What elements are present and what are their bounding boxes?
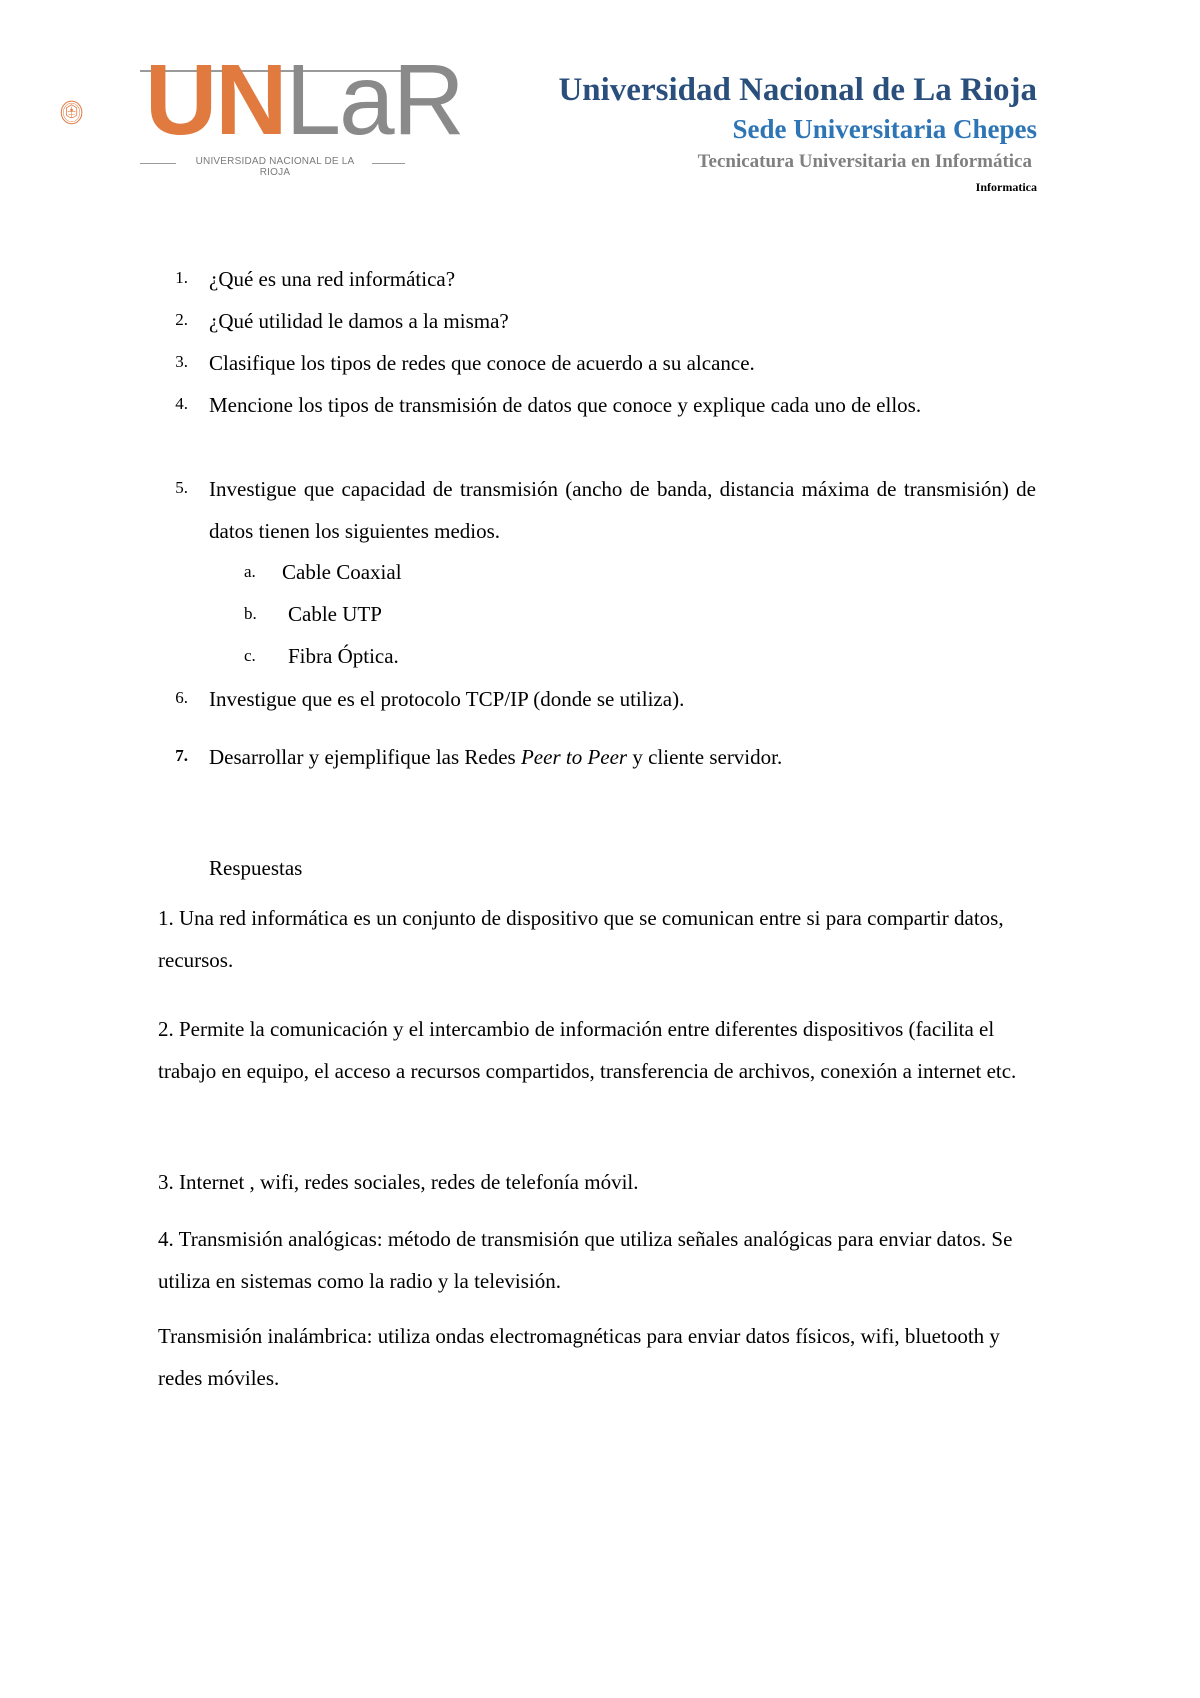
document-header: [0, 0, 1200, 210]
sede-title: Sede Universitaria Chepes: [732, 114, 1037, 144]
answer-paragraph: 1. Una red informática es un conjunto de dispositivo que se comunican entre si para compartir datos, recursos.: [158, 906, 1004, 972]
university-seal-icon: [60, 66, 150, 162]
logo-un: UN: [145, 44, 286, 156]
sub-item-text: Cable UTP: [288, 602, 382, 626]
unlar-logo-wordmark: [145, 44, 463, 156]
answer-paragraph: 4. Transmisión analógicas: método de transmisión que utiliza señales analógicas para enviar datos. Se utiliza en sistemas como la radio y la televisión.: [158, 1227, 1013, 1293]
question-text: Investigue que es el protocolo TCP/IP (donde se utiliza).: [209, 687, 685, 711]
question-text-part: y cliente servidor.: [627, 745, 783, 769]
sub-item-letter: c.: [244, 646, 256, 665]
question-number: 4.: [175, 394, 188, 413]
subject-label: Informatica: [975, 180, 1037, 194]
question-number: 2.: [175, 310, 188, 329]
logo-rule-right: [372, 163, 405, 164]
question-number: 6.: [175, 688, 188, 707]
sub-item-letter: b.: [244, 604, 257, 623]
question-text: ¿Qué es una red informática?: [209, 267, 456, 291]
logo-rule-left: [140, 163, 176, 164]
question-number: 3.: [175, 352, 188, 371]
question-text: Investigue que capacidad de transmisión (ancho de banda, distancia máxima de transmisión) de datos tienen los siguientes medios.: [209, 477, 1036, 543]
sub-item-letter: a.: [244, 562, 256, 581]
question-italic-term: Peer to Peer: [520, 745, 628, 769]
question-text: [209, 736, 1036, 778]
sub-item-text: Fibra Óptica.: [288, 644, 399, 668]
university-title: Universidad Nacional de La Rioja: [558, 72, 1037, 108]
question-text-part: Desarrollar y ejemplifique las Redes: [209, 745, 521, 769]
question-text: Mencione los tipos de transmisión de datos que conoce y explique cada uno de ellos.: [209, 393, 922, 417]
answer-paragraph: Transmisión inalámbrica: utiliza ondas electromagnéticas para enviar datos físicos, wifi, bluetooth y redes móviles.: [158, 1324, 1000, 1390]
answer-paragraph: 2. Permite la comunicación y el intercambio de información entre diferentes dispositivos (facilita el trabajo en equipo, el acceso a recursos compartidos, transferencia de archivos, conexión a internet etc.: [158, 1017, 1017, 1083]
question-text: Clasifique los tipos de redes que conoce de acuerdo a su alcance.: [209, 351, 755, 375]
question-number: 7.: [175, 746, 188, 765]
question-text: ¿Qué utilidad le damos a la misma?: [209, 309, 509, 333]
question-number: 1.: [175, 268, 188, 287]
answers-heading: Respuestas: [209, 856, 303, 880]
question-number: 5.: [175, 478, 188, 497]
sub-item-text: Cable Coaxial: [282, 560, 402, 584]
logo-lar: LaR: [285, 44, 463, 156]
answer-paragraph: 3. Internet , wifi, redes sociales, redes de telefonía móvil.: [158, 1170, 639, 1194]
career-title: Tecnicatura Universitaria en Informática: [697, 151, 1032, 172]
logo-subtitle: UNIVERSIDAD NACIONAL DE LA RIOJA: [195, 156, 355, 178]
